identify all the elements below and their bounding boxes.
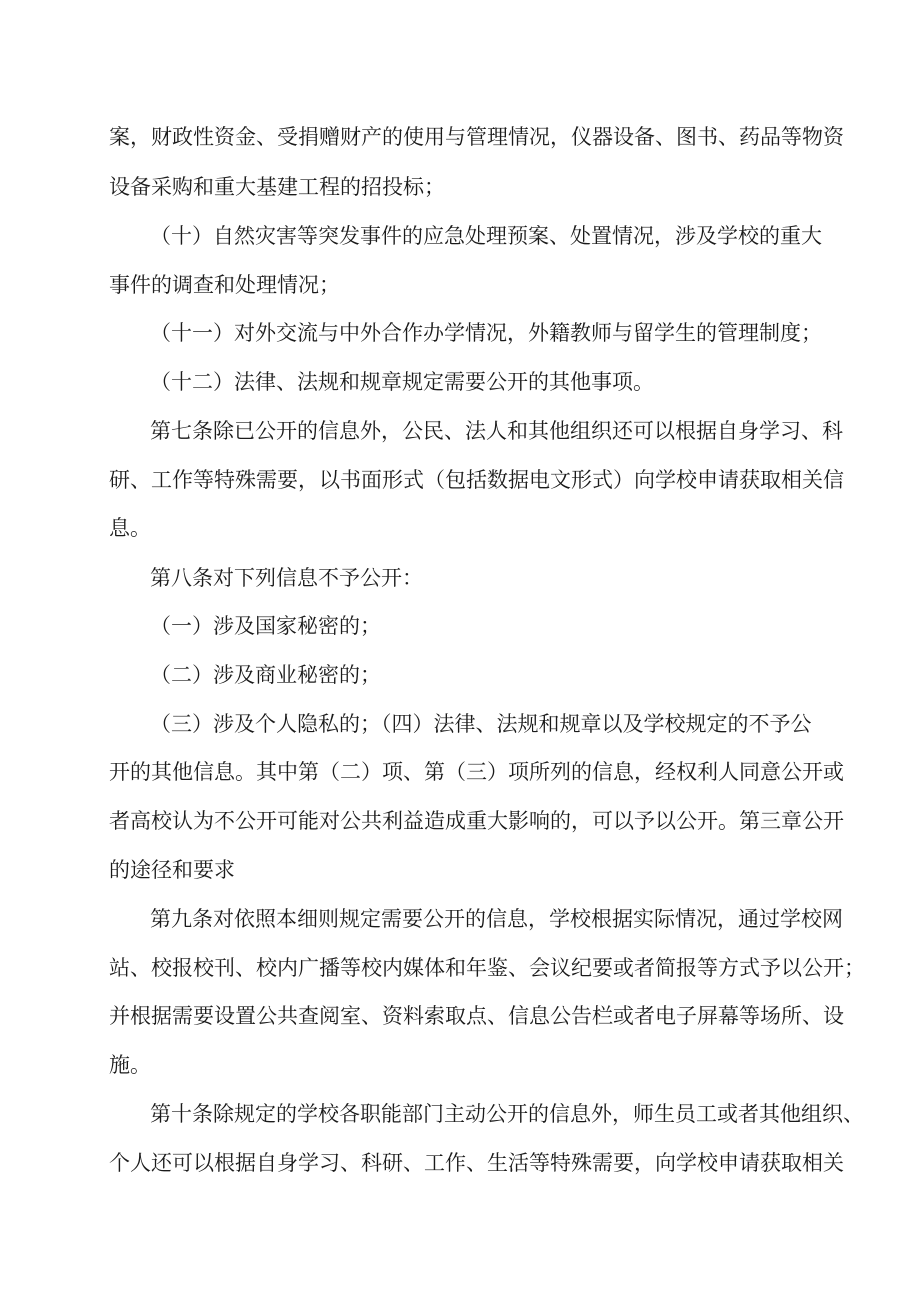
text-line: 息。 bbox=[109, 516, 151, 540]
text-line: 案，财政性资金、受捐赠财产的使用与管理情况，仪器设备、图书、药品等物资 bbox=[109, 125, 844, 149]
text-line: 开的其他信息。其中第（二）项、第（三）项所列的信息，经权利人同意公开或 bbox=[109, 760, 844, 784]
text-line: 个人还可以根据自身学习、科研、工作、生活等特殊需要，向学校申请获取相关 bbox=[109, 1151, 844, 1175]
text-line: （二）涉及商业秘密的； bbox=[150, 663, 381, 687]
text-line: 者高校认为不公开可能对公共利益造成重大影响的，可以予以公开。第三章公开 bbox=[109, 809, 844, 833]
text-line: （三）涉及个人隐私的；（四）法律、法规和规章以及学校规定的不予公 bbox=[150, 712, 812, 736]
text-line: 设备采购和重大基建工程的招投标； bbox=[109, 175, 445, 199]
text-line: 第十条除规定的学校各职能部门主动公开的信息外，师生员工或者其他组织、 bbox=[150, 1102, 864, 1126]
text-line: 施。 bbox=[109, 1053, 151, 1077]
text-line: （十二）法律、法规和规章规定需要公开的其他事项。 bbox=[150, 370, 654, 394]
text-line: （一）涉及国家秘密的； bbox=[150, 614, 381, 638]
text-line: （十一）对外交流与中外合作办学情况，外籍教师与留学生的管理制度； bbox=[150, 321, 822, 345]
text-line: 的途径和要求 bbox=[109, 858, 235, 882]
text-line: （十）自然灾害等突发事件的应急处理预案、处置情况，涉及学校的重大 bbox=[150, 224, 822, 248]
text-line: 第七条除已公开的信息外，公民、法人和其他组织还可以根据自身学习、科 bbox=[150, 419, 843, 443]
text-line: 站、校报校刊、校内广播等校内媒体和年鉴、会议纪要或者简报等方式予以公开； bbox=[109, 956, 865, 980]
text-line: 事件的调查和处理情况； bbox=[109, 273, 340, 297]
text-line: 第八条对下列信息不予公开： bbox=[150, 566, 423, 590]
text-line: 第九条对依照本细则规定需要公开的信息，学校根据实际情况，通过学校网 bbox=[150, 907, 843, 931]
text-line: 研、工作等特殊需要，以书面形式（包括数据电文形式）向学校申请获取相关信 bbox=[109, 468, 844, 492]
text-line: 并根据需要设置公共查阅室、资料索取点、信息公告栏或者电子屏幕等场所、设 bbox=[109, 1004, 844, 1028]
